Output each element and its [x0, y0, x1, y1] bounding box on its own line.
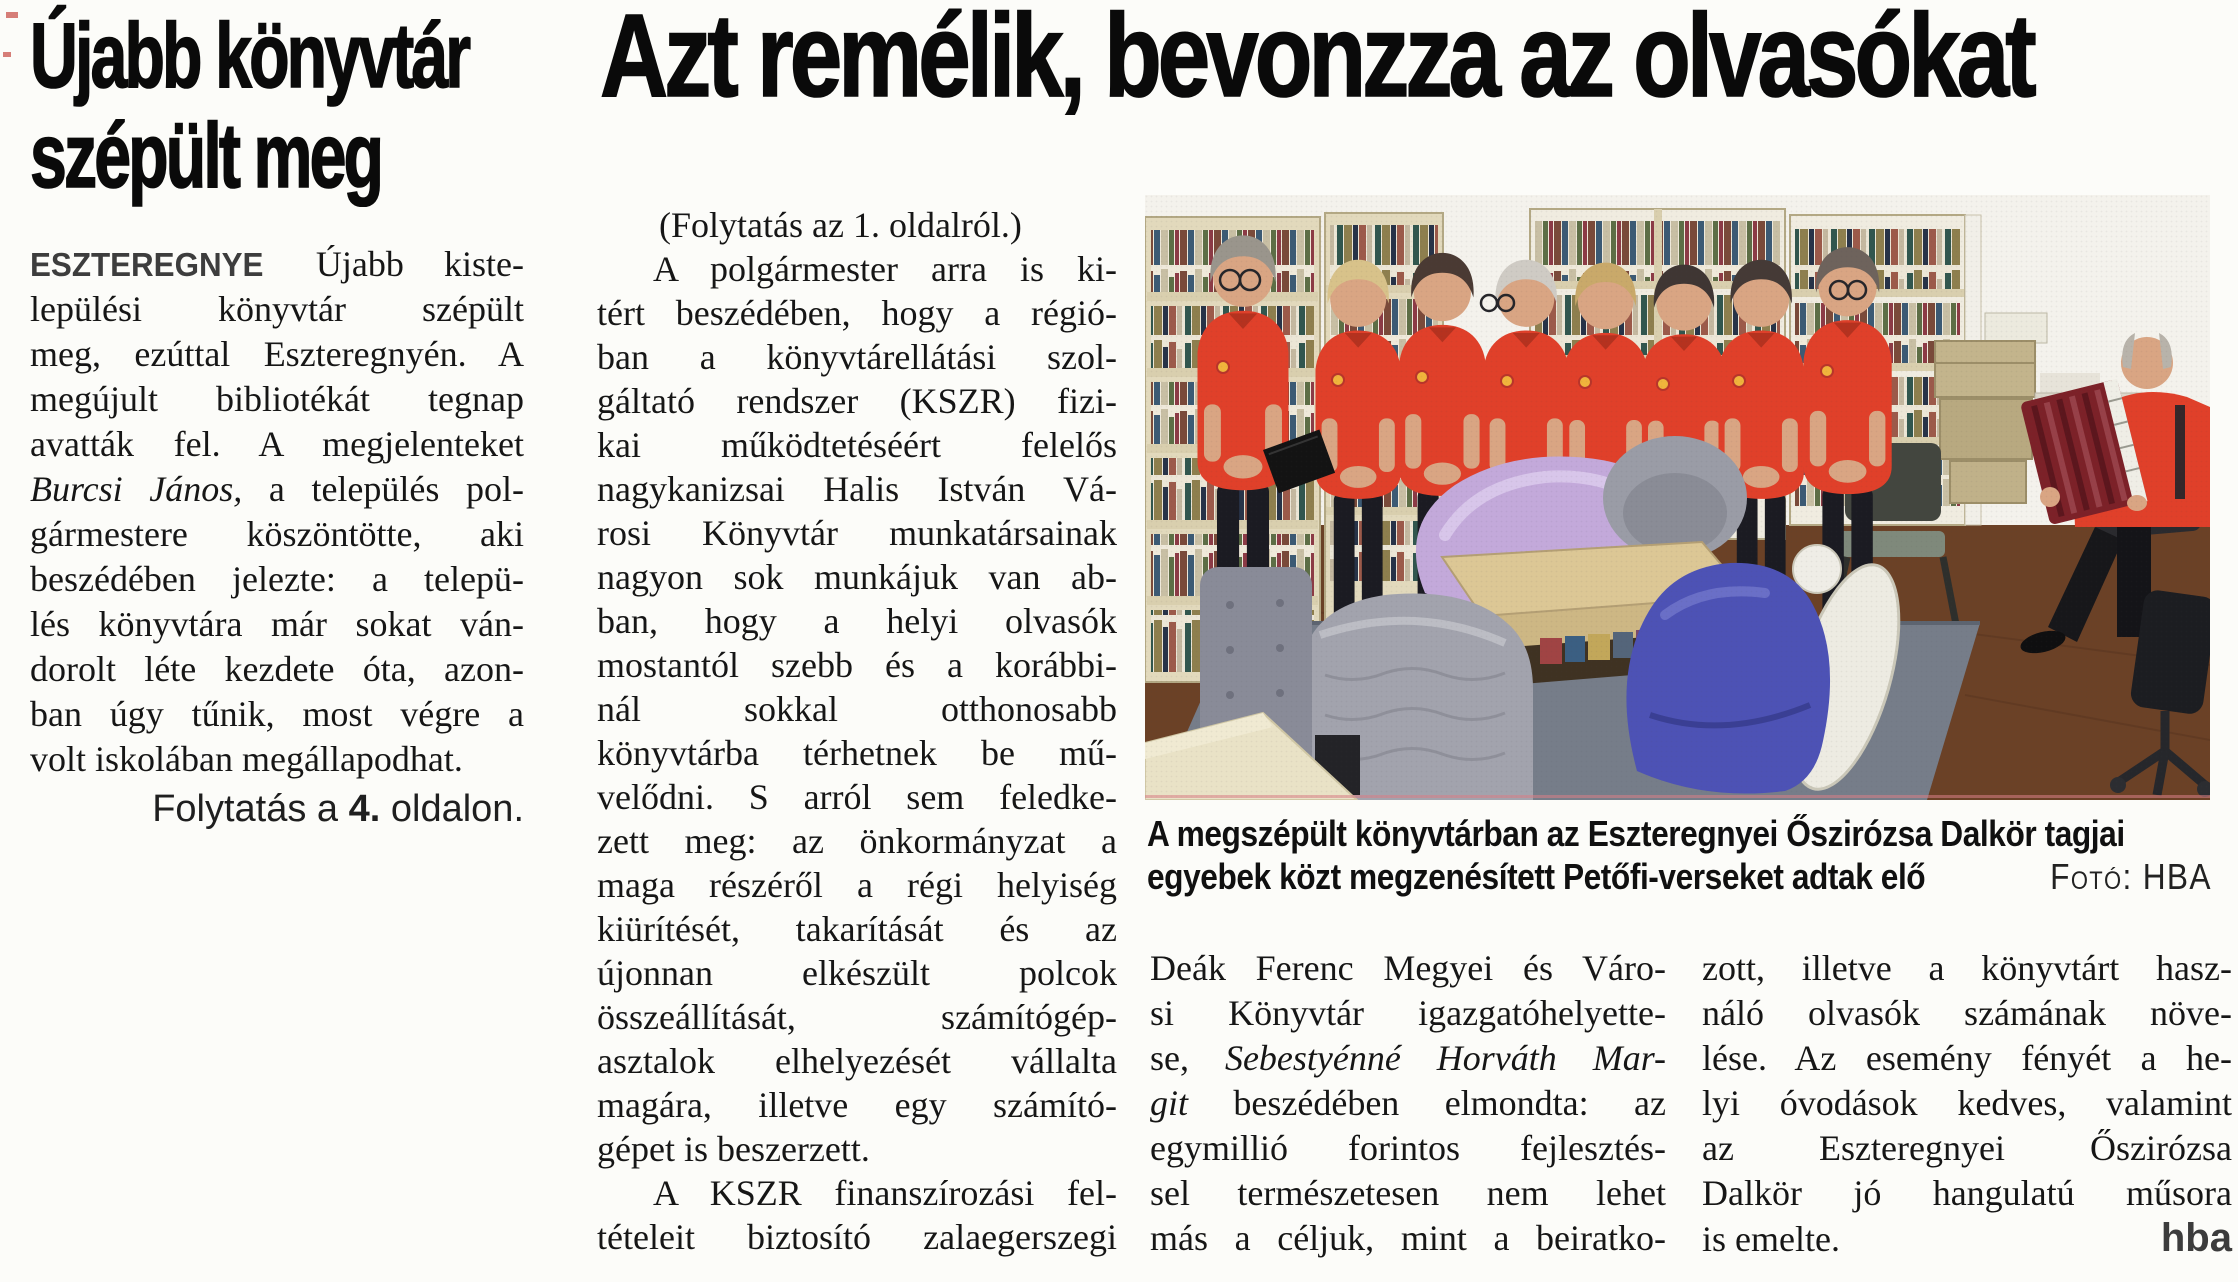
photo-caption: [1147, 812, 2212, 898]
article-photo: [1145, 195, 2210, 800]
body-line: kai működtetéséért felelős: [597, 425, 1117, 465]
body-line: [1150, 1081, 1666, 1126]
body-line: beszédében jelezte: a telepü-: [30, 559, 524, 599]
left-article-headline: [30, 6, 468, 206]
body-line: tételeit biztosító zalaegerszegi: [597, 1217, 1117, 1257]
body-line: asztalok elhelyezését vállalta: [597, 1041, 1117, 1081]
main-headline: Azt remélik, bevonzza az olvasókat: [600, 0, 2033, 122]
scan-fringe: [1145, 795, 2210, 798]
body-text: se,: [1150, 1038, 1225, 1078]
body-line: nagyon sok munkájuk van ab-: [597, 557, 1117, 597]
body-line: gépet is beszerzett.: [597, 1129, 870, 1169]
body-line: zett meg: az önkormányzat a: [597, 821, 1117, 861]
scan-artifact: [3, 52, 11, 57]
body-line: dorolt léte kezdete óta, azon-: [30, 649, 524, 689]
body-line: [30, 467, 524, 512]
body-line: lés könyvtára már sokat ván-: [30, 604, 524, 644]
body-line: sel természetesen nem lehet: [1150, 1173, 1666, 1213]
body-text: Újabb kiste-: [275, 244, 524, 284]
scan-artifact: [6, 12, 18, 18]
body-line: összeállítását, számítógép-: [597, 997, 1117, 1037]
body-line: A polgármester arra is ki-: [653, 249, 1117, 289]
body-line: Deák Ferenc Megyei és Váro-: [1150, 948, 1666, 988]
body-line: lése. Az esemény fényét a he-: [1702, 1038, 2232, 1078]
body-line: gármestere köszöntötte, aki: [30, 514, 524, 554]
body-line: ban úgy tűnik, most végre a: [30, 694, 524, 734]
photo-credit: Fotó: HBA: [2050, 856, 2212, 897]
body-line: si Könyvtár igazgatóhelyette-: [1150, 993, 1666, 1033]
caption-line2: [1147, 855, 2212, 898]
body-line: nagykanizsai Halis István Vá-: [597, 469, 1117, 509]
continuation-text: Folytatás a: [152, 788, 349, 830]
body-line: ban, hogy a helyi olvasók: [597, 601, 1117, 641]
body-line: meg, ezúttal Eszteregnyén. A: [30, 334, 524, 374]
body-line: egymillió forintos fejlesztés-: [1150, 1128, 1666, 1168]
body-line: újonnan elkészült polcok: [597, 953, 1117, 993]
body-line: gáltató rendszer (KSZR) fizi-: [597, 381, 1117, 421]
body-line: megújult bibliotékát tegnap: [30, 379, 524, 419]
body-line: ban a könyvtárellátási szol-: [597, 337, 1117, 377]
continuation-text: oldalon.: [380, 788, 524, 830]
person-name: git: [1150, 1083, 1189, 1123]
left-article-body: [30, 242, 524, 782]
body-line: tért beszédében, hogy a régió-: [597, 293, 1117, 333]
body-line: rosi Könyvtár munkatársainak: [597, 513, 1117, 553]
continuation-line: [30, 788, 524, 834]
main-article-col2: [1150, 946, 1666, 1261]
body-line: maga részéről a régi helyiség: [597, 865, 1117, 905]
body-line: könyvtárba térhetnek be mű-: [597, 733, 1117, 773]
left-headline-line1: Újabb könyvtár: [30, 5, 469, 107]
body-line: [1702, 1216, 2232, 1261]
person-name: Burcsi János,: [30, 469, 243, 509]
body-text: is emelte.: [1702, 1219, 1840, 1259]
body-line: A KSZR finanszírozási fel-: [653, 1173, 1117, 1213]
continuation-page-number: 4.: [348, 788, 381, 830]
body-text: beszédében elmondta: az: [1188, 1083, 1666, 1123]
body-text: a település pol-: [242, 469, 524, 509]
body-line: náló olvasók számának növe-: [1702, 993, 2232, 1033]
body-line: zott, illetve a könyvtárt hasz-: [1702, 948, 2232, 988]
dateline: ESZTEREGNYE: [30, 246, 264, 283]
body-line: velődni. S arról sem feledke-: [597, 777, 1117, 817]
body-line: nál sokkal otthonosabb: [597, 689, 1117, 729]
body-line: Dalkör jó hangulatú műsora: [1702, 1173, 2232, 1213]
body-line: avatták fel. A megjelenteket: [30, 424, 524, 464]
main-article-col1: [597, 203, 1117, 1259]
body-line: mostantól szebb és a korábbi-: [597, 645, 1117, 685]
body-line: [30, 242, 524, 287]
halftone-overlay: [1145, 195, 2210, 800]
body-line: [1150, 1036, 1666, 1081]
caption-line1: A megszépült könyvtárban az Eszteregnyei Őszirózsa Dalkör tagjai: [1147, 813, 2125, 854]
author-signature: hba: [2160, 1216, 2232, 1260]
body-line: lyi óvodások kedves, valamint: [1702, 1083, 2232, 1123]
caption-text: egyebek közt megzenésített Petőfi-verseket adtak elő: [1147, 856, 1926, 897]
body-line: az Eszteregnyei Őszirózsa: [1702, 1128, 2232, 1168]
body-line: lepülési könyvtár szépült: [30, 289, 524, 329]
body-line: más a céljuk, mint a beiratko-: [1150, 1218, 1666, 1258]
main-article-col3: [1702, 946, 2232, 1261]
person-name: Sebestyénné Horváth Mar-: [1224, 1038, 1666, 1078]
body-line: magára, illetve egy számító-: [597, 1085, 1117, 1125]
body-line: volt iskolában megállapodhat.: [30, 739, 463, 779]
left-headline-line2: szépült meg: [30, 105, 382, 207]
continued-from-note: (Folytatás az 1. oldalról.): [659, 205, 1022, 245]
body-line: kiürítését, takarítását és az: [597, 909, 1117, 949]
